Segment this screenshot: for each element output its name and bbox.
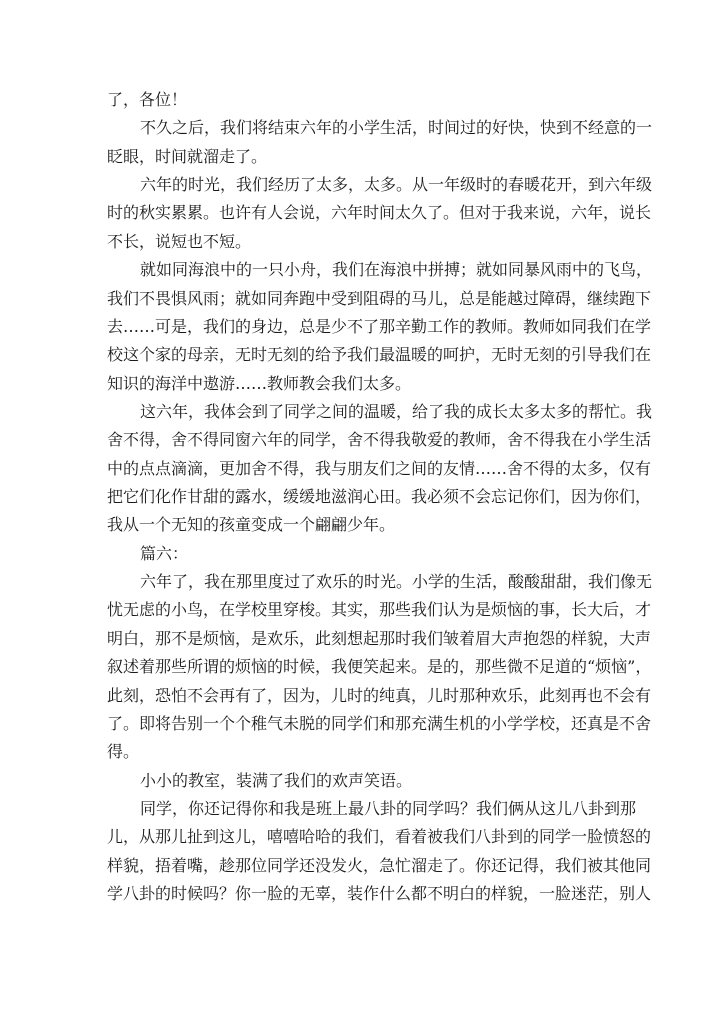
- text-line: 舍不得，舍不得同窗六年的同学，舍不得我敬爱的教师，舍不得我在小学生活: [107, 430, 652, 450]
- text-line: 六年的时光，我们经历了太多，太多。从一年级时的春暖花开，到六年级: [140, 175, 653, 195]
- text-line: 校这个家的母亲，无时无刻的给予我们最温暖的呵护，无时无刻的引导我们在: [107, 345, 652, 365]
- text-line: 把它们化作甘甜的露水，缓缓地滋润心田。我必须不会忘记你们，因为你们，: [107, 487, 652, 507]
- text-line: 知识的海洋中遨游……教师教会我们太多。: [107, 373, 412, 393]
- text-line: 明白，那不是烦恼，是欢乐，此刻想起那时我们皱着眉大声抱怨的样貌，大声: [107, 628, 652, 648]
- text-line: 叙述着那些所谓的烦恼的时候，我便笑起来。是的，那些微不足道的“烦恼”，: [107, 657, 652, 677]
- text-line: 六年了，我在那里度过了欢乐的时光。小学的生活，酸酸甜甜，我们像无: [140, 572, 653, 592]
- text-line: 篇六：: [140, 543, 189, 563]
- text-line: 儿，从那儿扯到这儿，嘻嘻哈哈的我们，看着被我们八卦到的同学一脸愤怒的: [107, 827, 652, 847]
- text-line: 了，各位！: [107, 90, 188, 109]
- text-line: 不长，说短也不短。: [107, 231, 252, 251]
- text-line: 眨眼，时间就溜走了。: [107, 146, 268, 166]
- text-line: 中的点点滴滴，更加舍不得，我与朋友们之间的友情……舍不得的太多，仅有: [107, 458, 652, 478]
- text-line: 去……可是，我们的身边，总是少不了那辛勤工作的教师。教师如同我们在学: [107, 316, 652, 336]
- document-body: [107, 86, 653, 908]
- text-line: 就如同海浪中的一只小舟，我们在海浪中拼搏；就如同暴风雨中的飞鸟，: [140, 260, 653, 280]
- paragraph: [107, 767, 613, 795]
- text-line: 得。: [107, 742, 140, 762]
- text-line: 了。即将告别一个个稚气未脱的同学们和那充满生机的小学学校，还真是不舍: [107, 713, 652, 733]
- paragraph: [107, 86, 613, 114]
- paragraph: [107, 256, 653, 398]
- text-line: 我从一个无知的孩童变成一个翩翩少年。: [107, 515, 396, 535]
- text-line: 时的秋实累累。也许有人会说，六年时间太久了。但对于我来说，六年，说长: [107, 203, 652, 223]
- text-line: 同学，你还记得你和我是班上最八卦的同学吗？我们俩从这儿八卦到那: [140, 798, 637, 818]
- paragraph: [107, 568, 653, 767]
- paragraph: [107, 795, 652, 908]
- paragraph: [107, 540, 613, 568]
- paragraph: [107, 114, 653, 171]
- paragraph: [107, 171, 653, 256]
- paragraph: [107, 398, 653, 540]
- text-line: 我们不畏惧风雨；就如同奔跑中受到阻碍的马儿，总是能越过障碍，继续跑下: [107, 288, 652, 308]
- text-line: 不久之后，我们将结束六年的小学生活，时间过的好快，快到不经意的一: [140, 118, 653, 138]
- text-line: 忧无虑的小鸟，在学校里穿梭。其实，那些我们认为是烦恼的事，长大后，才: [107, 600, 652, 620]
- text-line: 样貌，捂着嘴，趁那位同学还没发火，急忙溜走了。你还记得，我们被其他同: [107, 855, 652, 875]
- text-line: 这六年，我体会到了同学之间的温暖，给了我的成长太多太多的帮忙。我: [140, 401, 653, 421]
- text-line: 此刻，恐怕不会再有了，因为，儿时的纯真，儿时那种欢乐，此刻再也不会有: [107, 685, 652, 705]
- text-line: 小小的教室，装满了我们的欢声笑语。: [140, 770, 413, 790]
- text-line: 学八卦的时候吗？你一脸的无辜，装作什么都不明白的样貌，一脸迷茫，别人: [107, 884, 652, 904]
